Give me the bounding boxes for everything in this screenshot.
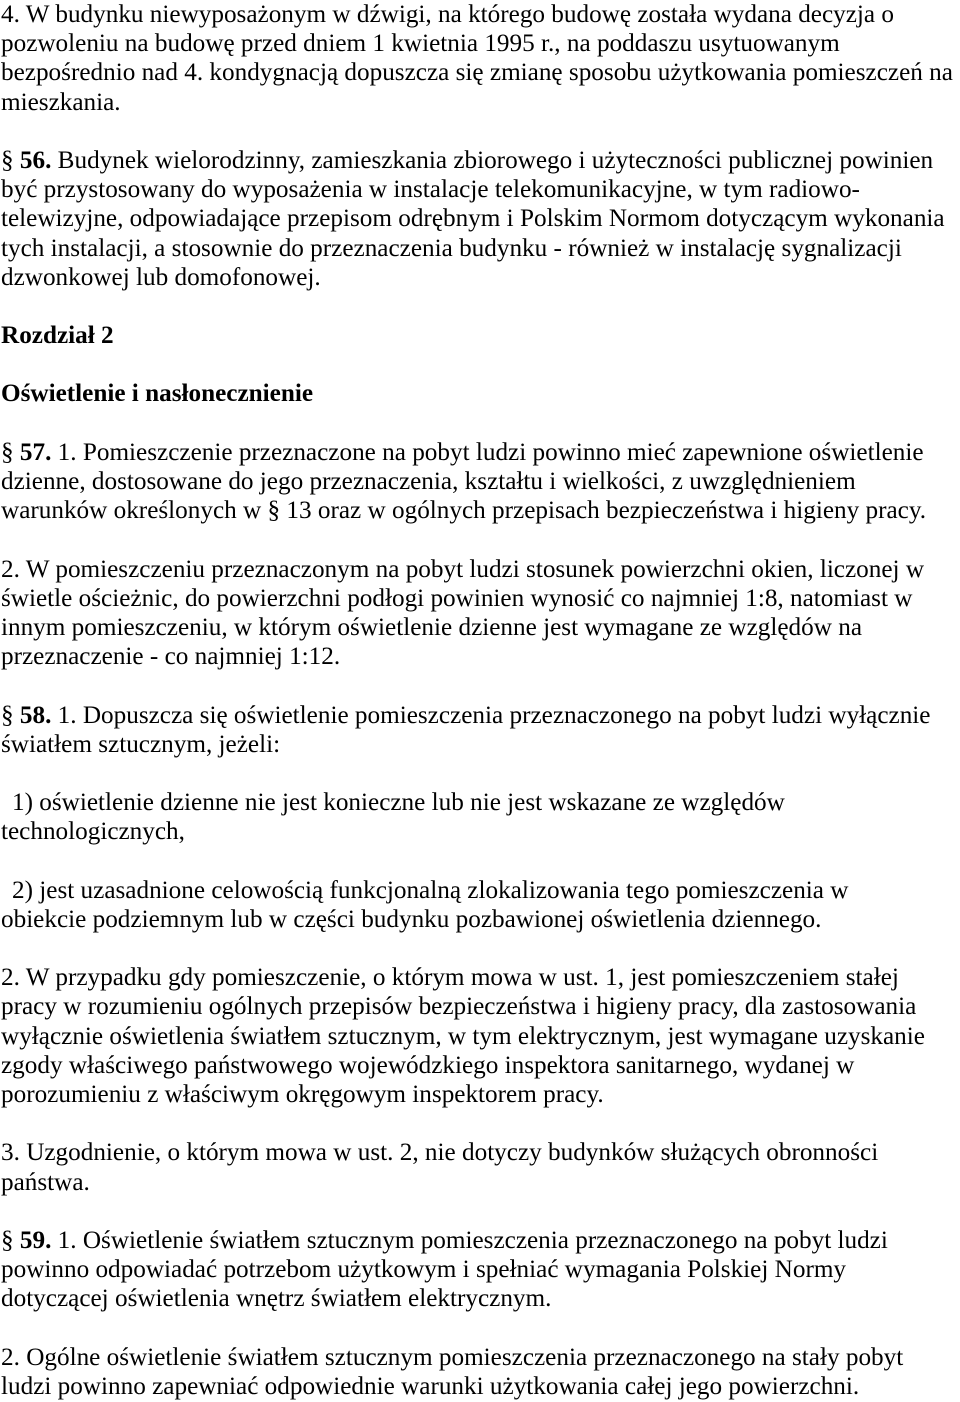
- paragraph-line: 2. Ogólne oświetlenie światłem sztucznym pomieszczenia przeznaczonego na stały pobyt: [1, 1343, 904, 1371]
- list-item-line: 1) oświetlenie dzienne nie jest konieczne lub nie jest wskazane ze względów: [12, 789, 785, 817]
- section-57-ust-2: [1, 555, 960, 672]
- chapter-title: Rozdział 2: [1, 322, 114, 350]
- section-number: 57.: [19, 438, 52, 466]
- section-56: [1, 146, 960, 292]
- paragraph-line: być przystosowany do wyposażenia w instalacje telekomunikacyjne, w tym radiowo-: [1, 176, 860, 204]
- section-59-first-line: [1, 1226, 960, 1255]
- section-58-ust-3: [1, 1138, 960, 1196]
- section-56-first-line: [1, 146, 960, 175]
- section-text: 1. Pomieszczenie przeznaczone na pobyt ludzi powinno mieć zapewnione oświetlenie: [57, 438, 924, 466]
- section-text: 1. Dopuszcza się oświetlenie pomieszczenia przeznaczonego na pobyt ludzi wyłącznie: [57, 701, 931, 729]
- section-57: [1, 438, 960, 526]
- section-number: 56.: [19, 146, 52, 174]
- paragraph-line: innym pomieszczeniu, w którym oświetlenie dzienne jest wymagane ze względów na: [1, 613, 862, 641]
- paragraph-line: bezpośrednio nad 4. kondygnacją dopuszcza się zmianę sposobu użytkowania pomieszczeń na: [1, 59, 953, 87]
- paragraph-line: powinno odpowiadać potrzebom użytkowym i spełniać wymagania Polskiej Normy: [1, 1256, 847, 1284]
- paragraph-line: ludzi powinno zapewniać odpowiednie warunki użytkowania całej jego powierzchni.: [1, 1372, 860, 1400]
- section-number: 59.: [19, 1226, 52, 1254]
- paragraph-line: mieszkania.: [1, 88, 121, 116]
- section-59-ust-2: [1, 1343, 960, 1401]
- paragraph-line: warunków określonych w § 13 oraz w ogólnych przepisach bezpieczeństwa i higieny pracy.: [1, 497, 927, 525]
- paragraph-line: pozwoleniu na budowę przed dniem 1 kwietnia 1995 r., na poddaszu usytuowanym: [1, 30, 840, 58]
- paragraph-line: 2. W pomieszczeniu przeznaczonym na pobyt ludzi stosunek powierzchni okien, liczonej w: [1, 555, 925, 583]
- paragraph-line: 3. Uzgodnienie, o którym mowa w ust. 2, nie dotyczy budynków służących obronności: [1, 1139, 879, 1167]
- list-item-1: [1, 788, 960, 846]
- section-sign: §: [1, 701, 14, 729]
- paragraph-line: 2. W przypadku gdy pomieszczenie, o którym mowa w ust. 1, jest pomieszczeniem stałej: [1, 964, 899, 992]
- paragraph-line: przeznaczenie - co najmniej 1:12.: [1, 643, 341, 671]
- section-text: 1. Oświetlenie światłem sztucznym pomieszczenia przeznaczonego na pobyt ludzi: [57, 1226, 888, 1254]
- section-sign: §: [1, 146, 14, 174]
- section-57-first-line: [1, 438, 960, 467]
- paragraph-line: telewizyjne, odpowiadające przepisom odrębnym i Polskim Normom dotyczącym wykonania: [1, 205, 945, 233]
- paragraph-line: tych instalacji, a stosownie do przeznaczenia budynku - również w instalację sygnalizacji: [1, 234, 902, 262]
- section-58: [1, 701, 960, 759]
- section-58-ust-2: [1, 963, 960, 1109]
- point-4-paragraph: [1, 0, 960, 117]
- paragraph-line: dzienne, dostosowane do jego przeznaczenia, kształtu i wielkości, z uwzględnieniem: [1, 468, 856, 495]
- paragraph-line: państwa.: [1, 1168, 90, 1196]
- paragraph-line: dotyczącej oświetlenia wnętrz światłem elektrycznym.: [1, 1285, 552, 1313]
- list-item-line: 2) jest uzasadnione celowością funkcjonalną zlokalizowania tego pomieszczenia w: [12, 876, 849, 904]
- section-58-first-line: [1, 701, 960, 730]
- paragraph-line: porozumieniu z właściwym okręgowym inspektorem pracy.: [1, 1080, 604, 1108]
- section-number: 58.: [19, 701, 52, 729]
- paragraph-line: światłem sztucznym, jeżeli:: [1, 730, 281, 758]
- section-59: [1, 1226, 960, 1314]
- paragraph-line: pracy w rozumieniu ogólnych przepisów bezpieczeństwa i higieny pracy, dla zastosowania: [1, 993, 917, 1021]
- paragraph-line: dzwonkowej lub domofonowej.: [1, 263, 321, 291]
- list-item-2: [1, 876, 960, 934]
- section-text: Budynek wielorodzinny, zamieszkania zbiorowego i użyteczności publicznej powinien: [57, 146, 934, 174]
- section-sign: §: [1, 1226, 14, 1254]
- chapter-heading: [1, 321, 960, 350]
- paragraph-line: 4. W budynku niewyposażonym w dźwigi, na którego budowę została wydana decyzja o: [1, 1, 894, 28]
- chapter-subheading: [1, 379, 960, 408]
- paragraph-line: świetle ościeżnic, do powierzchni podłogi powinien wynosić co najmniej 1:8, natomiast w: [1, 584, 913, 612]
- paragraph-line: zgody właściwego państwowego wojewódzkiego inspektora sanitarnego, wydanej w: [1, 1051, 855, 1079]
- paragraph-line: wyłącznie oświetlenia światłem sztucznym, w tym elektrycznym, jest wymagane uzyskanie: [1, 1022, 925, 1050]
- section-sign: §: [1, 438, 14, 466]
- chapter-subtitle: Oświetlenie i nasłonecznienie: [1, 380, 314, 408]
- list-item-line: technologicznych,: [1, 818, 185, 846]
- list-item-line: obiekcie podziemnym lub w części budynku pozbawionej oświetlenia dziennego.: [1, 905, 822, 933]
